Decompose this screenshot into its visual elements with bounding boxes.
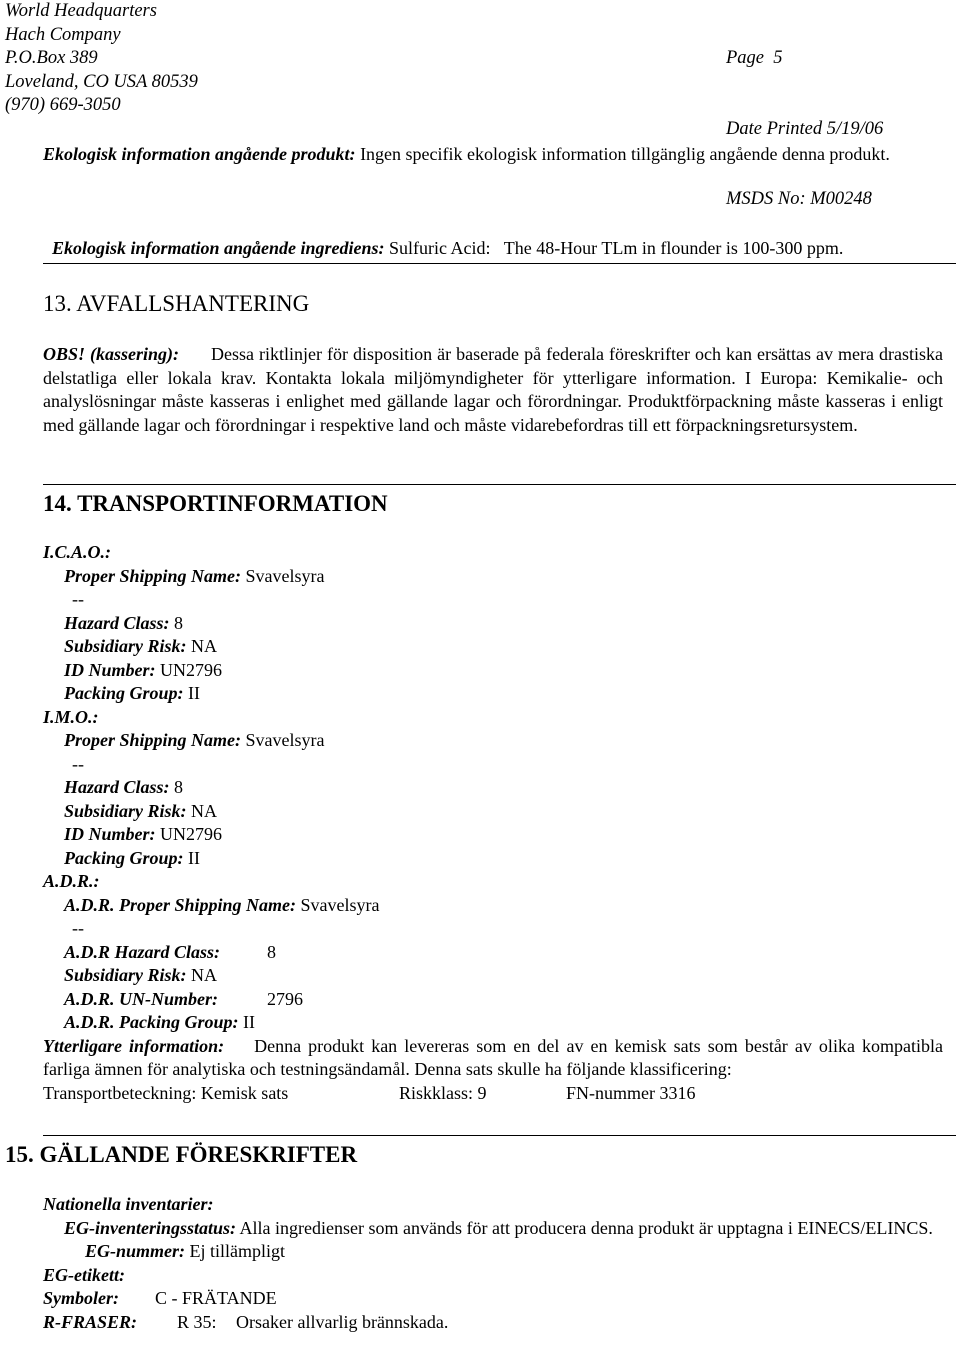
imo-risk-label: Subsidiary Risk: xyxy=(64,800,187,821)
transport-mark: Transportbeteckning: Kemisk sats xyxy=(43,1082,289,1103)
extra-info-text: Denna produkt kan levereras som en del av en kemisk sats som består av olika kompatibla farliga ämnen för analytiska och testningsändamål. Denna sats skulle ha följande klassificering: xyxy=(43,1035,943,1079)
transport-classification xyxy=(43,1082,953,1106)
adr-un-value: 2796 xyxy=(267,988,303,1009)
imo-id-label: ID Number: xyxy=(64,824,156,844)
icao-psn-label: Proper Shipping Name: xyxy=(64,565,242,586)
adr-label: A.D.R.: xyxy=(43,871,100,891)
icao-hazard-label: Hazard Class: xyxy=(64,612,170,633)
eco-ingredient-info xyxy=(43,213,953,260)
extra-info xyxy=(43,1035,943,1082)
section-divider xyxy=(43,263,956,264)
company-line: (970) 669-3050 xyxy=(5,95,121,115)
imo-hazard-label: Hazard Class: xyxy=(64,777,170,797)
date-printed: Date Printed 5/19/06 xyxy=(726,118,884,139)
adr-hazard-value: 8 xyxy=(267,941,276,962)
risk-class: Riskklass: 9 xyxy=(399,1082,487,1103)
icao-label: I.C.A.O.: xyxy=(43,542,112,562)
imo-id-value: UN2796 xyxy=(155,824,223,844)
company-line: P.O.Box 389 xyxy=(5,48,98,68)
eco-ingredient-text: Sulfuric Acid: The 48-Hour TLm in flounder is 100-300 ppm. xyxy=(384,237,844,258)
header-left xyxy=(5,0,198,118)
eg-label-label: EG-etikett: xyxy=(43,1264,125,1285)
eg-inventory-label: EG-inventeringsstatus: xyxy=(64,1217,237,1238)
transport-block xyxy=(43,541,953,1105)
icao-details xyxy=(43,565,953,706)
symbols-value: C - FRÄTANDE xyxy=(155,1288,277,1308)
icao-id-value: UN2796 xyxy=(155,659,223,680)
eg-inventory-text: Alla ingredienser som används för att producera denna produkt är upptagna i EINECS/ELINCS. xyxy=(236,1217,933,1238)
fn-number: FN-nummer 3316 xyxy=(566,1082,696,1103)
r-phrases xyxy=(43,1311,953,1335)
imo-pg-value: II xyxy=(183,847,201,868)
adr-un-label: A.D.R. UN-Number: xyxy=(64,988,219,1009)
company-line: Hach Company xyxy=(5,24,121,45)
header-right xyxy=(726,0,883,235)
section-heading-15: 15. GÄLLANDE FÖRESKRIFTER xyxy=(5,1142,358,1167)
icao-pg-value: II xyxy=(183,683,201,703)
icao-pg-label: Packing Group: xyxy=(64,683,184,703)
adr-pg-value: II xyxy=(238,1012,256,1032)
icao-risk-value: NA xyxy=(186,636,218,656)
adr-hazard-label: A.D.R Hazard Class: xyxy=(64,941,221,962)
r-phrase-code: R 35: xyxy=(177,1311,217,1332)
icao-psn-value: Svavelsyra xyxy=(241,565,325,586)
extra-info-label: Ytterligare information: xyxy=(43,1035,225,1056)
adr-risk-label: Subsidiary Risk: xyxy=(64,965,187,985)
adr-dash: -- xyxy=(72,918,84,938)
imo-psn-value: Svavelsyra xyxy=(241,730,325,750)
eco-ingredient-label: Ekologisk information angående ingrediens: xyxy=(52,237,385,258)
imo-dash: -- xyxy=(72,753,84,774)
eco-product-info xyxy=(43,143,943,167)
icao-risk-label: Subsidiary Risk: xyxy=(64,636,187,656)
eg-inventory xyxy=(43,1217,953,1241)
section-divider xyxy=(43,484,956,485)
company-line: Loveland, CO USA 80539 xyxy=(5,71,198,92)
msds-number: MSDS No: M00248 xyxy=(726,189,872,209)
adr-psn-label: A.D.R. Proper Shipping Name: xyxy=(64,894,297,915)
eg-number-value: Ej tillämpligt xyxy=(185,1241,286,1261)
national-inventory-label: Nationella inventarier: xyxy=(43,1194,214,1214)
symbols-label: Symboler: xyxy=(43,1288,119,1308)
company-line: World Headquarters xyxy=(5,1,157,21)
r-phrases-label: R-FRASER: xyxy=(43,1311,138,1332)
obs-text: Dessa riktlinjer för disposition är baserade på federala föreskrifter och kan ersättas av mera drastiska delstatliga eller lokala krav. Kontakta lokala miljömyndigheter för ytterligare information. I Europa: Kemikalie- och analyslösningar måste kasseras i enlighet med gällande lagar och förordningar. Produktförpackning måste kasseras i enligt med gällande lagar och förordningar i respektive land och måste vidarebefordras till ett förpackningsretursystem. xyxy=(43,344,943,435)
obs-label: OBS! (kassering): xyxy=(43,344,180,364)
regulatory-block xyxy=(43,1193,953,1334)
imo-label: I.M.O.: xyxy=(43,706,99,727)
icao-id-label: ID Number: xyxy=(64,659,156,680)
eg-number-label: EG-nummer: xyxy=(85,1241,186,1261)
section-heading-14: 14. TRANSPORTINFORMATION xyxy=(43,491,388,516)
adr-pg-label: A.D.R. Packing Group: xyxy=(64,1012,239,1032)
adr-risk-value: NA xyxy=(186,965,218,985)
section-heading-13: 13. AVFALLSHANTERING xyxy=(43,291,310,316)
disposal-text xyxy=(43,343,943,437)
icao-dash: -- xyxy=(72,589,84,609)
imo-risk-value: NA xyxy=(186,800,218,821)
page-number: Page 5 xyxy=(726,48,783,68)
imo-psn-label: Proper Shipping Name: xyxy=(64,730,242,750)
adr-details xyxy=(43,894,953,1035)
icao-hazard-value: 8 xyxy=(169,612,184,633)
eco-product-text: Ingen specifik ekologisk information tillgänglig angående denna produkt. xyxy=(355,144,890,164)
eg-number xyxy=(43,1240,953,1264)
section-divider xyxy=(43,1135,956,1136)
imo-details xyxy=(43,729,953,870)
imo-pg-label: Packing Group: xyxy=(64,847,184,868)
eco-product-label: Ekologisk information angående produkt: xyxy=(43,144,356,164)
symbols xyxy=(43,1287,953,1311)
r-phrase-text: Orsaker allvarlig brännskada. xyxy=(236,1311,449,1332)
imo-hazard-value: 8 xyxy=(169,777,184,797)
adr-psn-value: Svavelsyra xyxy=(296,894,380,915)
